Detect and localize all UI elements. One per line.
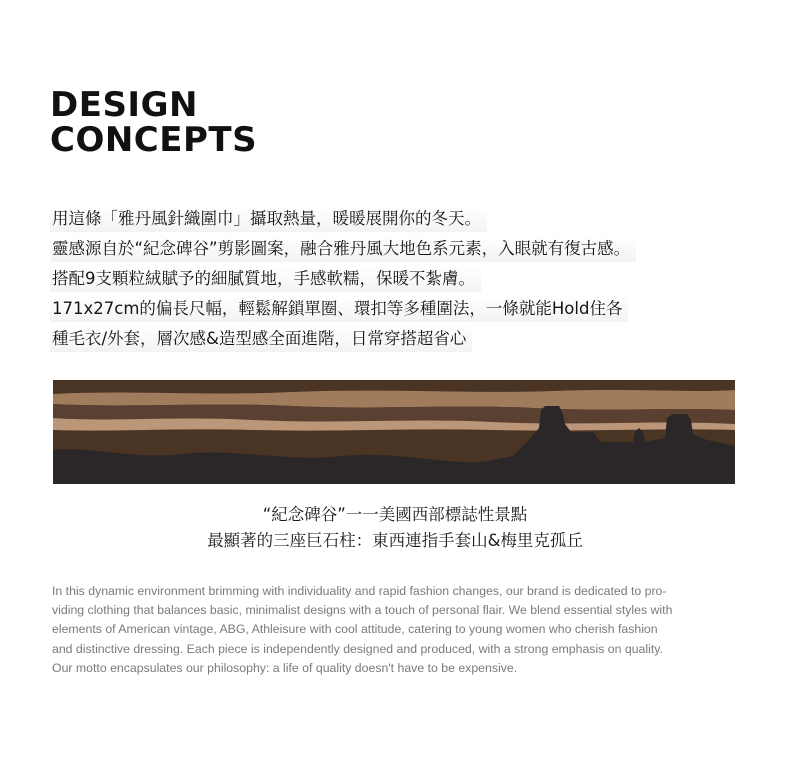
- intro-paragraph: [50, 206, 636, 356]
- brand-description: [52, 582, 742, 678]
- intro-line: 靈感源自於“紀念碑谷”剪影圖案，融合雅丹風大地色系元素，入眼就有復古感。: [50, 236, 636, 262]
- banner-caption-subtitle: 最顯著的三座巨石柱：東西連指手套山&梅里克孤丘: [207, 531, 583, 550]
- description-line: and distinctive dressing. Each piece is independently designed and produced, with a strong emphasis on quality.: [52, 641, 663, 656]
- description-line: Our motto encapsulates our philosophy: a life of quality doesn't have to be expensive.: [52, 660, 518, 675]
- banner-caption-title: “紀念碑谷”一一美國西部標誌性景點: [262, 505, 528, 524]
- page-title: [50, 85, 258, 160]
- description-line: viding clothing that balances basic, minimalist designs with a touch of personal flair. We blend essential styles with: [52, 603, 673, 618]
- description-line: elements of American vintage, ABG, Athleisure with cool attitude, catering to young women who cherish fashion: [52, 622, 658, 637]
- intro-line: 種毛衣/外套，層次感&造型感全面進階，日常穿搭超省心: [50, 326, 472, 352]
- intro-line: 171x27cm的偏長尺幅，輕鬆解鎖單圈、環扣等多種圍法，一條就能Hold住各: [50, 296, 628, 322]
- monument-valley-banner-image: [53, 380, 735, 484]
- intro-line: 搭配9支顆粒絨賦予的細膩質地，手感軟糯，保暖不紮膚。: [50, 266, 481, 292]
- title-line-2: CONCEPTS: [50, 120, 258, 160]
- title-line-1: DESIGN: [50, 85, 198, 125]
- description-line: In this dynamic environment brimming with individuality and rapid fashion changes, our brand is dedicated to pro-: [52, 584, 667, 598]
- intro-line: 用這條「雅丹風針織圍巾」攝取熱量，暖暖展開你的冬天。: [50, 206, 487, 232]
